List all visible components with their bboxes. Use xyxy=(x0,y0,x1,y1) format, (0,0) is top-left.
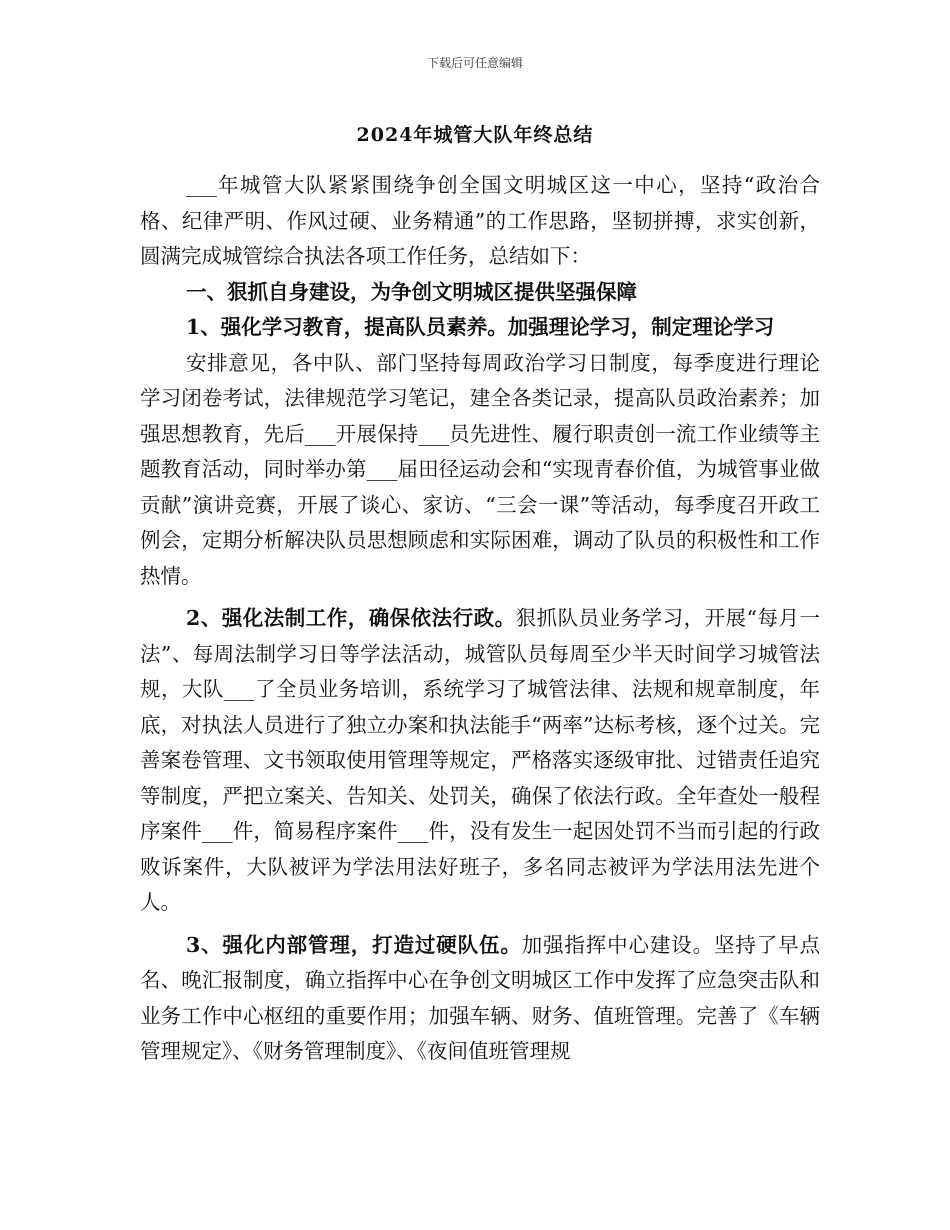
item-2-lead: 2、强化法制工作，确保依法行政。 xyxy=(186,606,516,630)
item-3-paragraph xyxy=(140,928,820,1070)
document-body xyxy=(140,168,820,1070)
item-3-lead: 3、强化内部管理，打造过硬队伍。 xyxy=(186,932,522,957)
header-note: 下载后可任意编辑 xyxy=(426,56,523,70)
item-2-body: 狠抓队员业务学习，开展“每月一法”、每周法制学习日等学法活动，城管队员每周至少半天时间学习城管法规，大队___了全员业务培训，系统学习了城管法律、法规和规章制度，年底，对执法人员进行了独立办案和执法能手“两率”达标考核，逐个过关。完善案卷管理、文书领取使用管理等规定，严格落实逐级审批、过错责任追究等制度，严把立案关、告知关、处罚关，确保了依法行政。全年查处一般程序案件___件，简易程序案件___件，没有发生一起因处罚不当而引起的行政败诉案件，大队被评为学法用法好班子，多名同志被评为学法用法先进个人。 xyxy=(140,606,821,914)
intro-paragraph: ___年城管大队紧紧围绕争创全国文明城区这一中心，坚持“政治合格、纪律严明、作风过硬、业务精通”的工作思路，坚韧拼搏，求实创新，圆满完成城管综合执法各项工作任务，总结如下： xyxy=(140,173,820,268)
item-2-paragraph xyxy=(140,601,820,921)
item-3-body: 加强指挥中心建设。坚持了早点名、晚汇报制度，确立指挥中心在争创文明城区工作中发挥了应急突击队和业务工作中心枢纽的重要作用；加强车辆、财务、值班管理。完善了《车辆管理规定》、《财务管理制度》、《夜间值班管理规 xyxy=(140,932,820,1063)
section-heading-1: 一、狠抓自身建设，为争创文明城区提供坚强保障 xyxy=(186,279,637,304)
document-title: 2024年城管大队年终总结 xyxy=(356,124,594,146)
item-1-body: 安排意见，各中队、部门坚持每周政治学习日制度，每季度进行理论学习闭卷考试，法律规范学习笔记，建全各类记录，提高队员政治素养；加强思想教育，先后___开展保持___员先进性、履行职责创一流工作业绩等主题教育活动，同时举办第___届田径运动会和“实现青春价值，为城管事业做贡献”演讲竞赛，开展了谈心、家访、“三会一课”等活动，每季度召开政工例会，定期分析解决队员思想顾虑和实际困难，调动了队员的积极性和工作热情。 xyxy=(140,350,820,588)
item-1-heading: 1、强化学习教育，提高队员素养。加强理论学习，制定理论学习 xyxy=(186,315,775,339)
